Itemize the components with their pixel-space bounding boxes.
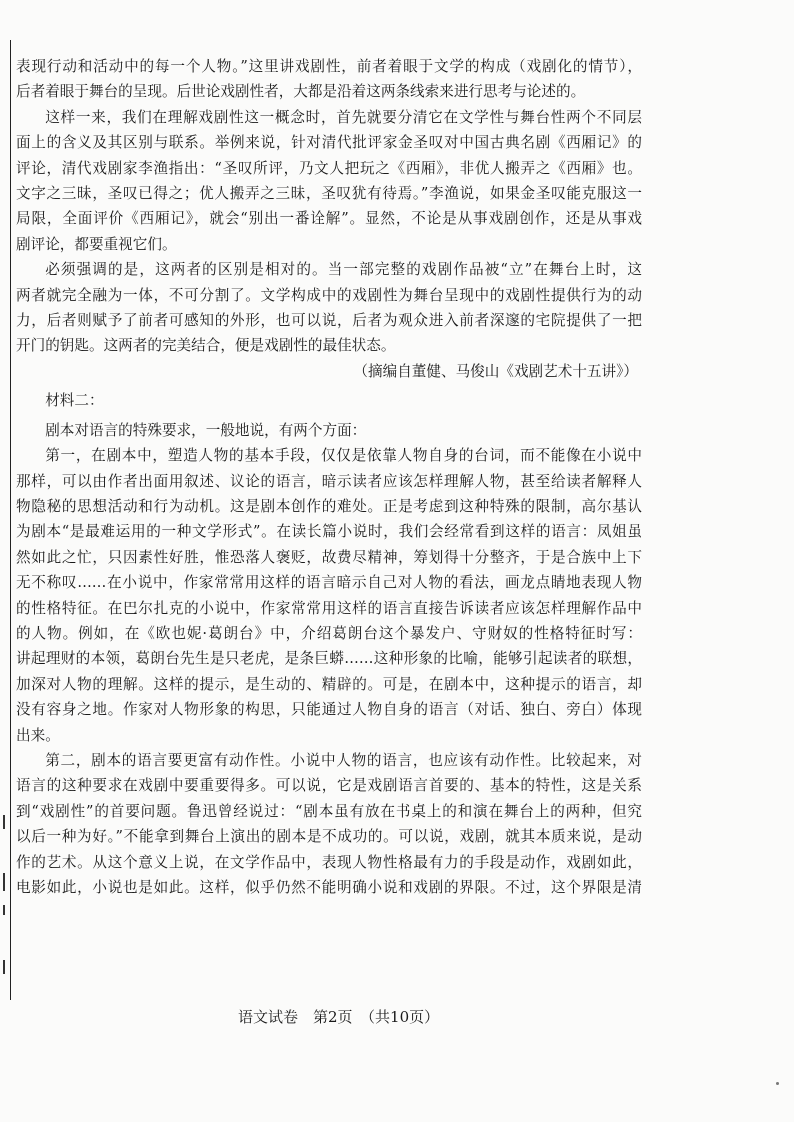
text-line: 剧本对语言的特殊要求，一般地说，有两个方面： [45,421,367,439]
text-line: 无不称叹……在小说中，作家常常用这样的语言暗示自己对人物的看法，画龙点睛地表现人物 [16,574,642,592]
binding-margin-line [10,40,11,1000]
text-line: 讲起理财的本领，葛朗台先生是只老虎，是条巨蟒……这种形象的比喻，能够引起读者的联想， [16,650,642,668]
text-line: 力，后者则赋予了前者可感知的外形，也可以说，后者为观众进入前者深邃的宅院提供了一把 [16,312,642,330]
text-line: 第一，在剧本中，塑造人物的基本手段，仅仅是依靠人物自身的台词，而不能像在小说中 [45,447,642,465]
text-line: 电影如此，小说也是如此。这样，似乎仍然不能明确小说和戏剧的界限。不过，这个界限是清 [16,879,642,896]
margin-mark [3,873,11,891]
text-line: 然如此之忙，只因素性好胜，惟恐落人褒贬，故费尽精神，筹划得十分整齐，于是合族中上下 [16,548,642,566]
scan-speck [776,1082,779,1085]
text-line: 两者就完全融为一体，不可分割了。文学构成中的戏剧性为舞台呈现中的戏剧性提供行为的动 [16,286,642,304]
text-line: 加深对人物的理解。这样的提示，是生动的、精辟的。可是，在剧本中，这种提示的语言，却 [16,675,642,693]
text-line: 局限，全面评价《西厢记》，就会“别出一番诠解”。显然，不论是从事戏剧创作，还是从事戏 [16,210,642,228]
text-line: 面上的含义及其区别与联系。举例来说，针对清代批评家金圣叹对中国古典名剧《西厢记》的 [16,134,642,152]
text-line: 出来。 [16,726,60,744]
text-line: 开门的钥匙。这两者的完美结合，便是戏剧性的最佳状态。 [16,337,396,355]
text-line: 的性格特征。在巴尔扎克的小说中，作家常常用这样的语言直接告诉读者应该怎样理解作品中 [16,599,642,617]
text-line: 后者着眼于舞台的呈现。后世论戏剧性者，大都是沿着这两条线索来进行思考与论述的。 [16,83,586,101]
text-line: 语言的这种要求在戏剧中要重要得多。可以说，它是戏剧语言首要的、基本的特性，这是关系 [16,777,642,795]
source-citation: （摘编自董健、马俊山《戏剧艺术十五讲》） [353,362,638,380]
page-number-label: 语文试卷 第2页 （共10页） [238,1008,440,1026]
section-heading: 材料二： [45,392,104,410]
text-line: 必须强调的是，这两者的区别是相对的。当一部完整的戏剧作品被“立”在舞台上时，这 [45,261,642,279]
text-line: 那样，可以由作者出面用叙述、议论的语言，暗示读者应该怎样理解人物，甚至给读者解释人 [16,472,642,490]
text-line: 以后一种为好。”不能拿到舞台上演出的剧本是不成功的。可以说，戏剧，就其本质来说，是动 [16,828,642,846]
text-line: 这样一来，我们在理解戏剧性这一概念时，首先就要分清它在文学性与舞台性两个不同层 [45,108,642,126]
text-line: 到“戏剧性”的首要问题。鲁迅曾经说过：“剧本虽有放在书桌上的和演在舞台上的两种，但究 [16,802,642,820]
text-line: 剧评论，都要重视它们。 [16,235,177,253]
margin-mark [3,960,11,974]
margin-mark [3,815,11,829]
text-line: 表现行动和活动中的每一个人物。”这里讲戏剧性，前者着眼于文学的构成（戏剧化的情节）， [16,58,642,75]
text-line: 作的艺术。从这个意义上说，在文学作品中，表现人物性格最有力的手段是动作，戏剧如此， [16,853,642,871]
article-body [16,54,642,900]
text-line: 为剧本“是最难运用的一种文学形式”。在读长篇小说时，我们会经常看到这样的语言：凤姐虽 [16,523,642,541]
text-line: 文字之三昧，圣叹已得之；优人搬弄之三昧，圣叹犹有待焉。”李渔说，如果金圣叹能克服这一 [16,185,642,203]
text-line: 评论，清代戏剧家李渔指出：“圣叹所评，乃文人把玩之《西厢》，非优人搬弄之《西厢》也。 [16,159,642,177]
text-line: 物隐秘的思想活动和行为动机。这是剧本创作的难处。正是考虑到这种特殊的限制，高尔基认 [16,497,642,515]
text-line: 的人物。例如，在《欧也妮·葛朗台》中，介绍葛朗台这个暴发户、守财奴的性格特征时写： [16,624,642,642]
text-line: 第二，剧本的语言要更富有动作性。小说中人物的语言，也应该有动作性。比较起来，对 [45,751,642,769]
text-line: 没有容身之地。作家对人物形象的构思，只能通过人物自身的语言（对话、独白、旁白）体现 [16,701,642,719]
margin-mark [3,905,11,915]
